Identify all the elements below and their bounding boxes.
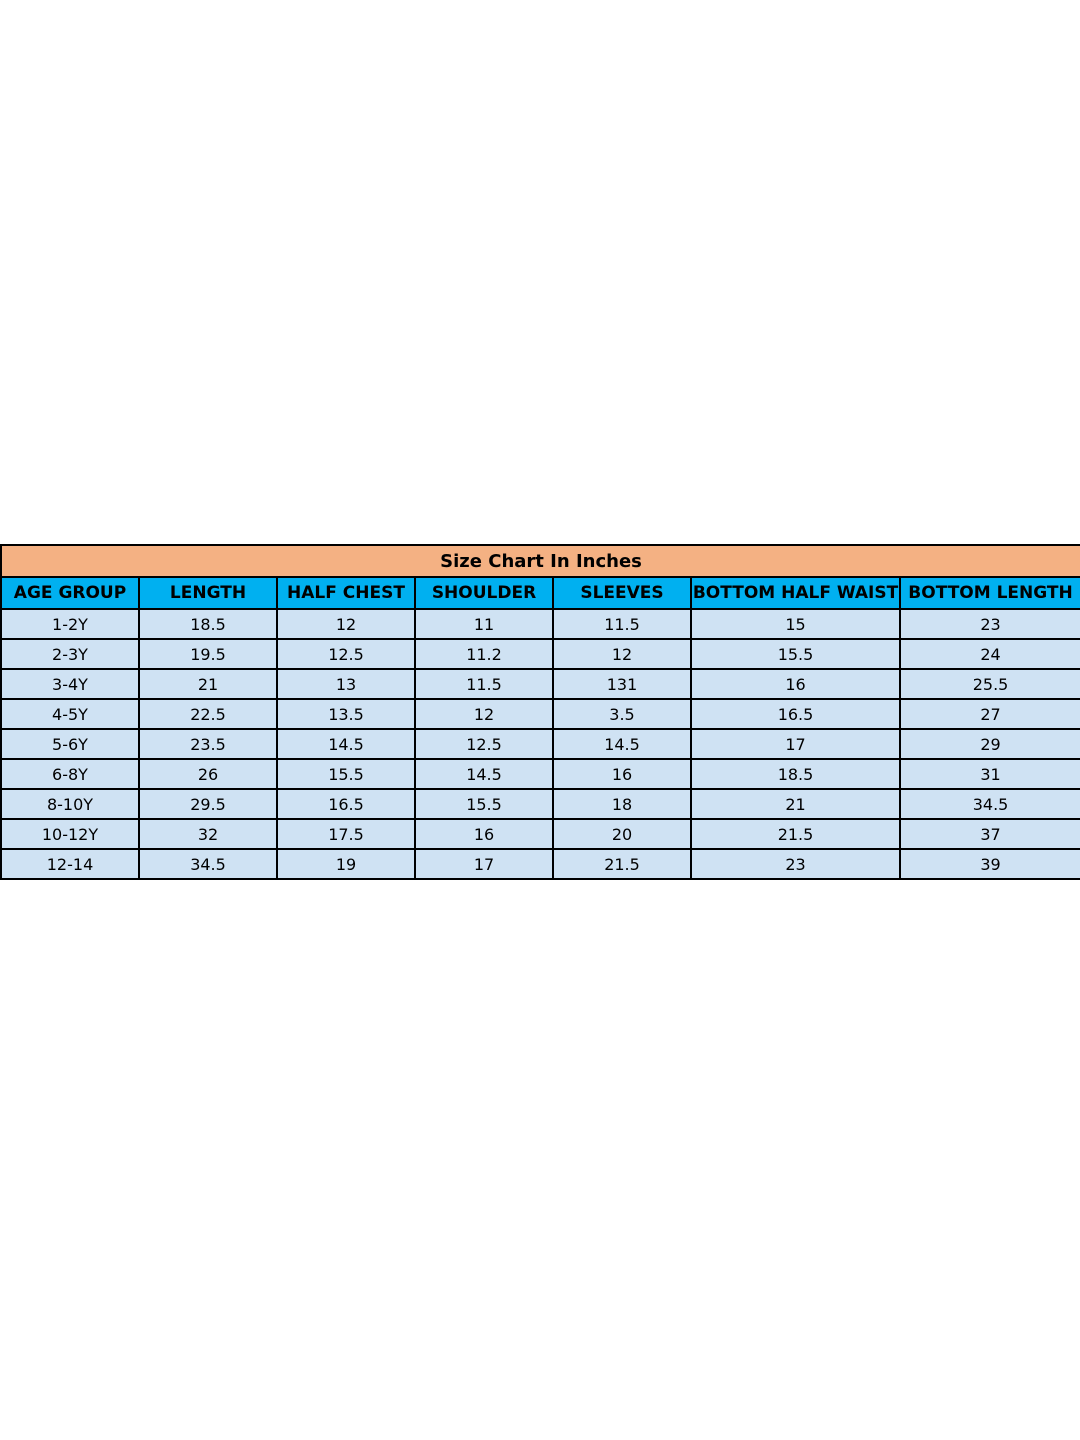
table-row: [1, 789, 1080, 819]
table-cell: 8-10Y: [1, 789, 139, 819]
table-cell: 34.5: [900, 789, 1080, 819]
table-cell: 18.5: [139, 609, 277, 639]
table-row: [1, 669, 1080, 699]
table-cell: 11: [415, 609, 553, 639]
table-cell: 14.5: [277, 729, 415, 759]
column-header: HALF CHEST: [277, 577, 415, 609]
table-cell: 23: [691, 849, 900, 879]
column-header: AGE GROUP: [1, 577, 139, 609]
table-cell: 21.5: [691, 819, 900, 849]
table-cell: 16: [553, 759, 691, 789]
table-cell: 2-3Y: [1, 639, 139, 669]
table-cell: 1-2Y: [1, 609, 139, 639]
table-cell: 11.5: [553, 609, 691, 639]
table-row: [1, 729, 1080, 759]
table-cell: 23: [900, 609, 1080, 639]
size-chart-table: [0, 544, 1080, 880]
table-cell: 23.5: [139, 729, 277, 759]
table-cell: 34.5: [139, 849, 277, 879]
table-body: [1, 609, 1080, 879]
table-cell: 17: [691, 729, 900, 759]
table-cell: 12.5: [415, 729, 553, 759]
table-cell: 4-5Y: [1, 699, 139, 729]
table-row: [1, 609, 1080, 639]
column-header: BOTTOM HALF WAIST: [691, 577, 900, 609]
table-cell: 32: [139, 819, 277, 849]
table-cell: 14.5: [415, 759, 553, 789]
table-cell: 6-8Y: [1, 759, 139, 789]
table-cell: 25.5: [900, 669, 1080, 699]
table-cell: 11.2: [415, 639, 553, 669]
table-cell: 15.5: [691, 639, 900, 669]
table-cell: 29.5: [139, 789, 277, 819]
table-cell: 16: [691, 669, 900, 699]
table-cell: 12-14: [1, 849, 139, 879]
column-header: BOTTOM LENGTH: [900, 577, 1080, 609]
table-cell: 39: [900, 849, 1080, 879]
table-cell: 16: [415, 819, 553, 849]
table-cell: 18: [553, 789, 691, 819]
table-cell: 21: [691, 789, 900, 819]
table-cell: 17: [415, 849, 553, 879]
table-cell: 15: [691, 609, 900, 639]
header-row: [1, 577, 1080, 609]
table-cell: 31: [900, 759, 1080, 789]
table-cell: 13.5: [277, 699, 415, 729]
table-cell: 12: [415, 699, 553, 729]
table-cell: 11.5: [415, 669, 553, 699]
column-header: SLEEVES: [553, 577, 691, 609]
table-cell: 131: [553, 669, 691, 699]
table-cell: 17.5: [277, 819, 415, 849]
table-cell: 26: [139, 759, 277, 789]
table-cell: 21: [139, 669, 277, 699]
table-cell: 24: [900, 639, 1080, 669]
table-cell: 13: [277, 669, 415, 699]
table-row: [1, 819, 1080, 849]
chart-title: Size Chart In Inches: [1, 545, 1080, 577]
table-cell: 12: [553, 639, 691, 669]
table-cell: 3-4Y: [1, 669, 139, 699]
table-cell: 12: [277, 609, 415, 639]
table-cell: 3.5: [553, 699, 691, 729]
table-cell: 22.5: [139, 699, 277, 729]
table-cell: 15.5: [277, 759, 415, 789]
table-cell: 16.5: [691, 699, 900, 729]
table-row: [1, 699, 1080, 729]
table-cell: 19: [277, 849, 415, 879]
title-row: [1, 545, 1080, 577]
table-cell: 18.5: [691, 759, 900, 789]
table-cell: 19.5: [139, 639, 277, 669]
table-cell: 10-12Y: [1, 819, 139, 849]
table-cell: 12.5: [277, 639, 415, 669]
table-cell: 16.5: [277, 789, 415, 819]
table-cell: 29: [900, 729, 1080, 759]
column-header: LENGTH: [139, 577, 277, 609]
table-row: [1, 849, 1080, 879]
table-cell: 15.5: [415, 789, 553, 819]
table-cell: 27: [900, 699, 1080, 729]
table-row: [1, 759, 1080, 789]
table-row: [1, 639, 1080, 669]
table-cell: 21.5: [553, 849, 691, 879]
table-cell: 14.5: [553, 729, 691, 759]
column-header: SHOULDER: [415, 577, 553, 609]
table-cell: 20: [553, 819, 691, 849]
table-cell: 37: [900, 819, 1080, 849]
table-cell: 5-6Y: [1, 729, 139, 759]
